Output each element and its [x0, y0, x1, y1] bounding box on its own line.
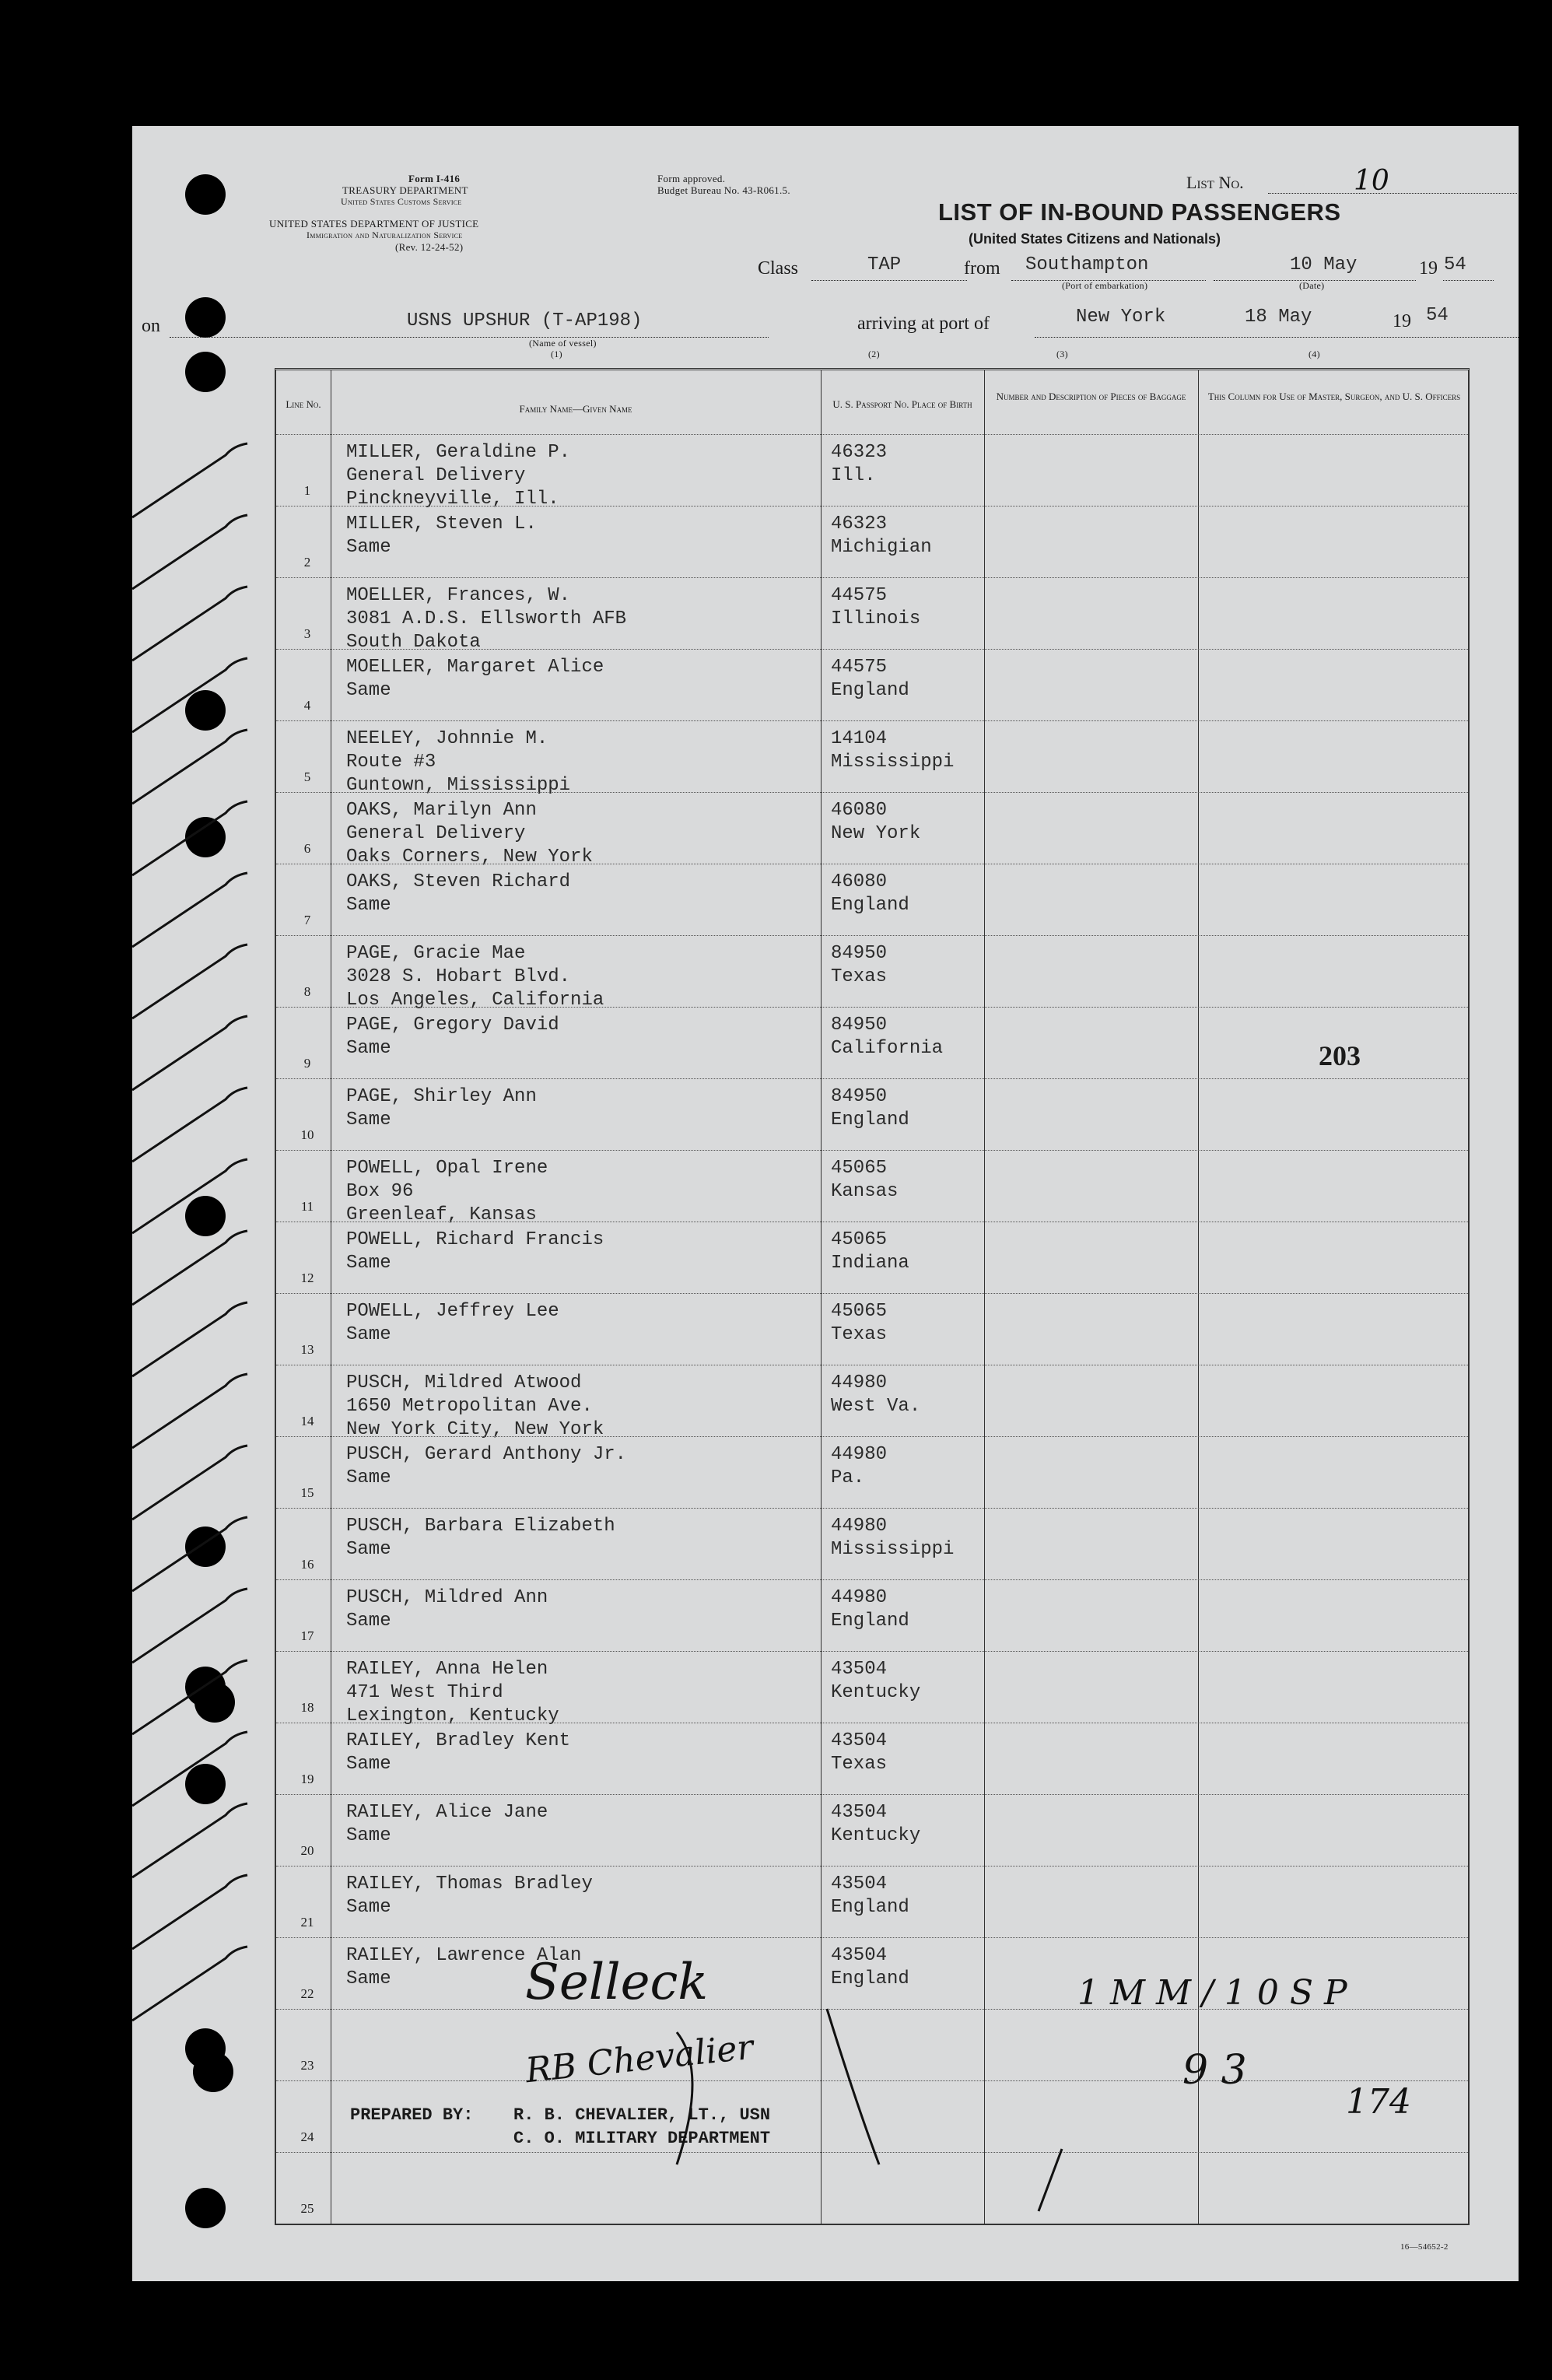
place-of-birth: California — [831, 1038, 944, 1059]
punch-hole — [185, 817, 226, 857]
col-header-line: Line No. — [286, 398, 321, 410]
line-number: 10 — [300, 1127, 314, 1142]
passport-entry — [831, 1085, 909, 1132]
table-row — [276, 720, 1468, 796]
passenger-entry — [346, 441, 570, 511]
prepared-by-name: R. B. CHEVALIER, LT., USN — [513, 2105, 771, 2125]
check-stroke — [132, 945, 247, 1018]
line-number: 22 — [300, 1986, 314, 2001]
passenger-name: MILLER, Steven L. — [346, 514, 537, 535]
list-no-label: List No. — [1186, 173, 1244, 192]
port-caption: (Port of embarkation) — [1062, 280, 1148, 291]
passport-entry — [831, 1730, 887, 1776]
address-line-2: Greenleaf, Kansas — [346, 1204, 537, 1225]
prepared-by-label: PREPARED BY: — [350, 2105, 474, 2125]
place-of-birth: England — [831, 1611, 909, 1632]
check-stroke — [132, 443, 247, 517]
place-of-birth: Michigian — [831, 537, 932, 558]
check-stroke — [132, 1803, 247, 1877]
passport-number: 46323 — [831, 514, 888, 535]
passport-entry — [831, 441, 887, 488]
place-of-birth: Indiana — [831, 1253, 909, 1274]
punch-hole — [185, 690, 226, 731]
line-number: 1 — [303, 483, 311, 498]
table-row — [276, 935, 1468, 1011]
passenger-name: PAGE, Shirley Ann — [346, 1086, 537, 1107]
place-of-birth: Kentucky — [831, 1825, 921, 1846]
line-number: 16 — [300, 1557, 314, 1572]
place-of-birth: England — [831, 680, 909, 701]
address-line-1: Same — [346, 1109, 391, 1130]
passenger-name: MOELLER, Margaret Alice — [346, 657, 604, 678]
page-subtitle: (United States Citizens and Nationals) — [969, 231, 1221, 247]
passenger-name: PUSCH, Mildred Atwood — [346, 1372, 582, 1393]
passport-number: 46080 — [831, 800, 888, 821]
line-number: 21 — [300, 1915, 314, 1930]
line-number: 4 — [303, 698, 311, 713]
address-line-1: Same — [346, 895, 391, 916]
passport-entry — [831, 1229, 909, 1275]
passenger-entry — [346, 1157, 548, 1227]
passport-number: 14104 — [831, 728, 888, 749]
line-number: 3 — [303, 626, 311, 641]
list-no-line — [1268, 173, 1517, 194]
passenger-name: OAKS, Steven Richard — [346, 871, 571, 892]
passport-entry — [831, 1658, 920, 1705]
address-line-1: Same — [346, 1324, 391, 1345]
table-row — [276, 1007, 1468, 1079]
punch-hole — [185, 1196, 226, 1236]
passport-number: 45065 — [831, 1229, 888, 1250]
col-header-baggage: Number and Description of Pieces of Baggage — [996, 391, 1186, 402]
passport-number: 43504 — [831, 1802, 888, 1823]
line-number: 25 — [300, 2201, 314, 2216]
table-row — [276, 577, 1468, 653]
table-row — [276, 1078, 1468, 1151]
passenger-entry — [346, 1586, 548, 1633]
punch-hole — [185, 2188, 226, 2228]
check-stroke — [132, 1088, 247, 1162]
passport-entry — [831, 942, 887, 989]
passenger-name: NEELEY, Johnnie M. — [346, 728, 548, 749]
punch-hole — [185, 174, 226, 215]
check-stroke — [132, 1947, 247, 2021]
place-of-birth: Kansas — [831, 1181, 899, 1202]
passport-number: 44980 — [831, 1444, 888, 1465]
place-of-birth: England — [831, 1968, 909, 1989]
passport-entry — [831, 1300, 887, 1347]
passport-entry — [831, 1515, 954, 1562]
passport-entry — [831, 1801, 920, 1848]
address-line-1: General Delivery — [346, 823, 526, 844]
punch-hole — [193, 2052, 233, 2092]
passport-number: 84950 — [831, 943, 888, 964]
check-stroke — [132, 1875, 247, 1949]
col-header-passport: U. S. Passport No. Place of Birth — [832, 398, 972, 410]
page-title: LIST OF IN-BOUND PASSENGERS — [938, 198, 1341, 226]
line-number: 5 — [303, 769, 311, 784]
place-of-birth: Kentucky — [831, 1682, 921, 1703]
passenger-entry — [346, 1801, 548, 1848]
passenger-entry — [346, 1873, 593, 1919]
passenger-name: PAGE, Gregory David — [346, 1015, 559, 1036]
check-stroke — [132, 1589, 247, 1663]
passenger-entry — [346, 1658, 559, 1728]
passenger-entry — [346, 942, 604, 1012]
place-of-birth: England — [831, 1109, 909, 1130]
passport-entry — [831, 584, 920, 631]
address-line-1: Box 96 — [346, 1181, 414, 1202]
passport-entry — [831, 871, 909, 917]
dept-justice: UNITED STATES DEPARTMENT OF JUSTICE — [269, 218, 479, 230]
address-line-1: Same — [346, 1754, 391, 1775]
passenger-entry — [346, 1014, 559, 1060]
form-revision: (Rev. 12-24-52) — [395, 241, 464, 253]
passenger-name: RAILEY, Lawrence Alan — [346, 1945, 582, 1966]
scrawl-4: 174 — [1346, 2082, 1411, 2122]
table-row — [276, 1794, 1468, 1866]
address-line-1: 1650 Metropolitan Ave. — [346, 1396, 593, 1417]
address-line-1: Same — [346, 1968, 391, 1989]
address-line-1: Same — [346, 1611, 391, 1632]
passenger-name: MOELLER, Frances, W. — [346, 585, 571, 606]
passenger-entry — [346, 656, 604, 703]
line-number: 24 — [300, 2129, 314, 2144]
passport-number: 45065 — [831, 1158, 888, 1179]
line-number: 9 — [303, 1056, 311, 1071]
passport-number: 43504 — [831, 1730, 888, 1751]
passport-entry — [831, 1944, 909, 1991]
col2-number: (2) — [868, 349, 880, 359]
address-line-1: Same — [346, 1038, 391, 1059]
check-stroke — [132, 730, 247, 804]
address-line-1: 3028 S. Hobart Blvd. — [346, 966, 571, 987]
manifest-sheet — [132, 126, 1519, 2281]
passenger-name: PUSCH, Gerard Anthony Jr. — [346, 1444, 627, 1465]
line-number: 15 — [300, 1485, 314, 1500]
from-label: from — [964, 258, 1000, 279]
line-number: 20 — [300, 1843, 314, 1858]
passport-number: 44980 — [831, 1372, 888, 1393]
passenger-name: RAILEY, Thomas Bradley — [346, 1874, 593, 1895]
budget-bureau: Budget Bureau No. 43-R061.5. — [657, 184, 790, 196]
line-number: 12 — [300, 1271, 314, 1285]
check-stroke — [132, 1231, 247, 1305]
passenger-name: OAKS, Marilyn Ann — [346, 800, 537, 821]
address-line-1: Same — [346, 537, 391, 558]
passenger-name: RAILEY, Anna Helen — [346, 1659, 548, 1680]
scrawl-3: 9 3 — [1182, 2047, 1247, 2094]
address-line-1: 471 West Third — [346, 1682, 503, 1703]
passport-number: 46323 — [831, 442, 888, 463]
passport-number: 43504 — [831, 1945, 888, 1966]
check-stroke — [132, 1446, 247, 1519]
class-value: TAP — [867, 254, 902, 275]
on-label: on — [142, 316, 160, 336]
address-line-1: Same — [346, 1897, 391, 1918]
table-row — [276, 1579, 1468, 1652]
passport-entry — [831, 656, 909, 703]
passenger-entry — [346, 1300, 559, 1347]
table-row — [276, 434, 1468, 510]
address-line-1: Same — [346, 1253, 391, 1274]
arrival-date: 18 May — [1245, 307, 1312, 328]
passenger-name: RAILEY, Alice Jane — [346, 1802, 548, 1823]
address-line-1: Route #3 — [346, 752, 436, 773]
passenger-entry — [346, 1730, 570, 1776]
place-of-birth: Texas — [831, 966, 888, 987]
passenger-entry — [346, 727, 570, 797]
table-row — [276, 792, 1468, 868]
passenger-entry — [346, 584, 626, 654]
line-number: 18 — [300, 1700, 314, 1715]
passenger-name: PUSCH, Mildred Ann — [346, 1587, 548, 1608]
passport-number: 43504 — [831, 1659, 888, 1680]
passenger-name: RAILEY, Bradley Kent — [346, 1730, 571, 1751]
passport-entry — [831, 1372, 920, 1418]
address-line-2: Guntown, Mississippi — [346, 775, 571, 796]
table-row — [276, 1508, 1468, 1580]
line-number: 6 — [303, 841, 311, 856]
line-number: 8 — [303, 984, 311, 999]
form-number: Form I-416 — [408, 173, 461, 184]
place-of-birth: West Va. — [831, 1396, 921, 1417]
check-stroke — [132, 515, 247, 589]
passport-number: 84950 — [831, 1086, 888, 1107]
table-row — [276, 1436, 1468, 1509]
address-line-1: 3081 A.D.S. Ellsworth AFB — [346, 608, 627, 629]
year-prefix: 19 — [1419, 258, 1438, 279]
passport-number: 44575 — [831, 585, 888, 606]
line-number: 13 — [300, 1342, 314, 1357]
line-number: 14 — [300, 1414, 314, 1428]
passenger-table — [275, 368, 1470, 2225]
passport-number: 44575 — [831, 657, 888, 678]
table-row — [276, 864, 1468, 936]
address-line-2: Lexington, Kentucky — [346, 1705, 559, 1726]
place-of-birth: New York — [831, 823, 921, 844]
passenger-entry — [346, 513, 537, 559]
passport-number: 43504 — [831, 1874, 888, 1895]
vessel-caption: (Name of vessel) — [529, 338, 597, 349]
address-line-2: Oaks Corners, New York — [346, 846, 593, 868]
passport-entry — [831, 727, 954, 774]
table-row — [276, 2009, 1468, 2081]
signature: RB Chevalier — [524, 2027, 755, 2091]
address-line-2: New York City, New York — [346, 1419, 604, 1440]
table-row — [276, 1651, 1468, 1726]
col-header-name: Family Name—Given Name — [519, 403, 632, 415]
address-line-1: Same — [346, 1539, 391, 1560]
place-of-birth: Pa. — [831, 1467, 865, 1488]
dept-treasury: TREASURY DEPARTMENT — [342, 184, 468, 196]
place-of-birth: Mississippi — [831, 752, 955, 773]
address-line-1: General Delivery — [346, 465, 526, 486]
line-number: 2 — [303, 555, 311, 570]
list-no-value: 10 — [1354, 165, 1389, 197]
passenger-name: PAGE, Gracie Mae — [346, 943, 526, 964]
check-stroke — [132, 873, 247, 947]
passenger-name: PUSCH, Barbara Elizabeth — [346, 1516, 615, 1537]
address-line-2: Los Angeles, California — [346, 990, 604, 1011]
arrival-year: 54 — [1426, 305, 1449, 326]
passenger-entry — [346, 871, 570, 917]
passport-entry — [831, 1157, 898, 1204]
table-row — [276, 1293, 1468, 1365]
check-stroke — [132, 1374, 247, 1448]
place-of-birth: Texas — [831, 1324, 888, 1345]
check-stroke — [132, 1016, 247, 1090]
form-approval: Form approved. — [657, 173, 726, 184]
place-of-birth: Texas — [831, 1754, 888, 1775]
table-row — [276, 506, 1468, 578]
passport-number: 84950 — [831, 1015, 888, 1036]
table-row — [276, 1222, 1468, 1294]
port-value: Southampton — [1025, 254, 1149, 275]
table-row — [276, 1723, 1468, 1795]
check-stroke — [132, 587, 247, 661]
check-stroke — [132, 1302, 247, 1376]
address-line-2: Pinckneyville, Ill. — [346, 489, 559, 510]
col4-number: (4) — [1309, 349, 1320, 359]
year-value: 54 — [1444, 254, 1466, 275]
footer-code: 16—54652-2 — [1400, 2242, 1449, 2252]
punch-hole — [185, 1526, 226, 1567]
passenger-entry — [346, 799, 593, 869]
passenger-name: POWELL, Jeffrey Lee — [346, 1301, 559, 1322]
passenger-entry — [346, 1515, 615, 1562]
passenger-entry — [346, 1229, 604, 1275]
passport-entry — [831, 1014, 943, 1060]
passenger-entry — [346, 1443, 626, 1490]
prepared-by-dept: C. O. MILITARY DEPARTMENT — [513, 2129, 771, 2148]
address-line-1: Same — [346, 680, 391, 701]
address-line-2: South Dakota — [346, 632, 481, 653]
table-row — [276, 1365, 1468, 1440]
passport-entry — [831, 513, 932, 559]
line-number: 7 — [303, 913, 311, 927]
class-label: Class — [758, 258, 799, 279]
col-header-officers: This Column for Use of Master, Surgeon, and U. S. Officers — [1207, 391, 1461, 402]
passenger-name: POWELL, Opal Irene — [346, 1158, 548, 1179]
punch-hole — [185, 352, 226, 392]
table-row — [276, 2152, 1468, 2224]
punch-hole — [194, 1682, 235, 1723]
arrival-year-prefix: 19 — [1393, 311, 1411, 331]
dept-customs: United States Customs Service — [341, 196, 462, 207]
passport-entry — [831, 1443, 887, 1490]
passport-number: 44980 — [831, 1587, 888, 1608]
passenger-entry — [346, 1372, 604, 1442]
officer-note: 203 — [1319, 1040, 1361, 1071]
passenger-entry — [346, 1085, 537, 1132]
place-of-birth: Illinois — [831, 608, 921, 629]
line-number: 17 — [300, 1628, 314, 1643]
place-of-birth: Ill. — [831, 465, 876, 486]
passport-entry — [831, 1586, 909, 1633]
date-caption: (Date) — [1299, 280, 1325, 291]
scrawl-2: 1 M M / 1 0 S P — [1077, 1973, 1347, 2013]
line-number: 11 — [300, 1199, 314, 1214]
table-row — [276, 1150, 1468, 1225]
place-of-birth: England — [831, 895, 909, 916]
col3-number: (3) — [1056, 349, 1068, 359]
passenger-name: MILLER, Geraldine P. — [346, 442, 571, 463]
passport-entry — [831, 799, 920, 846]
line-number: 19 — [300, 1772, 314, 1786]
dept-immigration: Immigration and Naturalization Service — [307, 230, 463, 240]
place-of-birth: England — [831, 1897, 909, 1918]
passport-entry — [831, 1873, 909, 1919]
table-row — [276, 649, 1468, 721]
date-value: 10 May — [1290, 254, 1358, 275]
col1-number: (1) — [551, 349, 562, 359]
line-number: 23 — [300, 2058, 314, 2073]
passport-number: 46080 — [831, 871, 888, 892]
scrawl-1: Selleck — [525, 1954, 709, 2011]
address-line-1: Same — [346, 1825, 391, 1846]
arriving-label: arriving at port of — [857, 314, 990, 334]
passport-number: 44980 — [831, 1516, 888, 1537]
place-of-birth: Mississippi — [831, 1539, 955, 1560]
address-line-1: Same — [346, 1467, 391, 1488]
passport-number: 45065 — [831, 1301, 888, 1322]
passenger-name: POWELL, Richard Francis — [346, 1229, 604, 1250]
vessel-name: USNS UPSHUR (T-AP198) — [407, 310, 643, 331]
punch-hole — [185, 1764, 226, 1804]
table-row — [276, 1866, 1468, 1938]
arrival-port: New York — [1076, 307, 1166, 328]
